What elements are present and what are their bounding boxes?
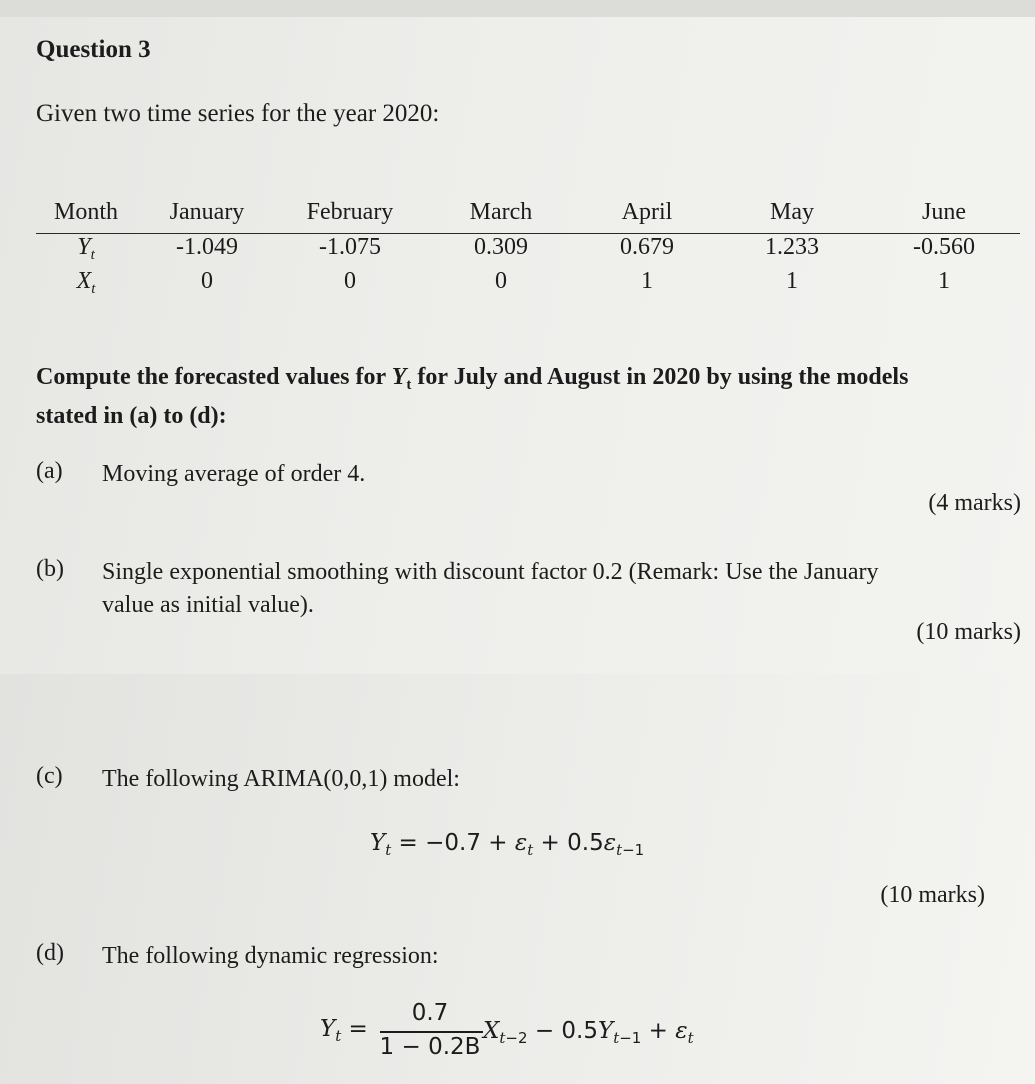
arima-equation: $Y_t = -0.7 + \varepsilon_t + 0.5\varepsilon_{t-1}$ — [370, 830, 645, 859]
x-value-cell: 1 — [938, 268, 950, 294]
equation-rhs: $X_{t-2} - 0.5Y_{t-1} + \varepsilon_t$ — [483, 1018, 694, 1047]
y-value-cell: 0.309 — [474, 234, 528, 260]
fraction-denominator: 1 − 0.2B — [379, 1034, 481, 1060]
question-text: Compute the forecasted values for $Y_t$ for July and August in 2020 by using the models stated in (a) to (d): — [36, 364, 909, 429]
fraction-numerator: 0.7 — [411, 1000, 449, 1026]
month-header: February — [306, 199, 394, 225]
x-value-cell: 0 — [344, 268, 356, 294]
part-d-text: The following dynamic regression: — [102, 943, 439, 969]
question-title: Question 3 — [36, 36, 151, 63]
fraction-bar — [380, 1031, 483, 1033]
part-c-text: The following ARIMA(0,0,1) model: — [102, 766, 460, 792]
month-header: March — [469, 199, 533, 225]
x-value-cell: 0 — [201, 268, 213, 294]
part-a-letter: (a) — [36, 458, 63, 484]
part-b-letter: (b) — [36, 556, 64, 582]
part-b-marks: (10 marks) — [916, 619, 1021, 645]
y-value-cell: 0.679 — [620, 234, 674, 260]
row-label-y: $Y_t$ — [77, 234, 95, 263]
intro-text: Given two time series for the year 2020: — [36, 100, 440, 127]
y-value-cell: -1.075 — [319, 234, 381, 260]
part-c-letter: (c) — [36, 763, 63, 789]
y-value-cell: 1.233 — [765, 234, 819, 260]
x-value-cell: 0 — [495, 268, 507, 294]
table-header-month: Month — [53, 199, 118, 225]
part-c-marks: (10 marks) — [880, 882, 985, 908]
part-a-marks: (4 marks) — [928, 490, 1021, 516]
y-value-cell: -1.049 — [176, 234, 238, 260]
equation-lhs: $Y_t$ = — [320, 1016, 368, 1045]
month-header: May — [770, 199, 814, 225]
top-bar — [0, 0, 1035, 17]
month-header: April — [621, 199, 673, 225]
month-header: June — [922, 199, 966, 225]
month-header: January — [169, 199, 245, 225]
x-value-cell: 1 — [641, 268, 653, 294]
part-b-text: Single exponential smoothing with discount factor 0.2 (Remark: Use the January value as initial value). — [102, 559, 879, 618]
part-d-letter: (d) — [36, 940, 64, 966]
y-value-cell: -0.560 — [913, 234, 975, 260]
x-value-cell: 1 — [786, 268, 798, 294]
part-a-text: Moving average of order 4. — [102, 461, 366, 487]
row-label-x: $X_t$ — [76, 268, 96, 297]
